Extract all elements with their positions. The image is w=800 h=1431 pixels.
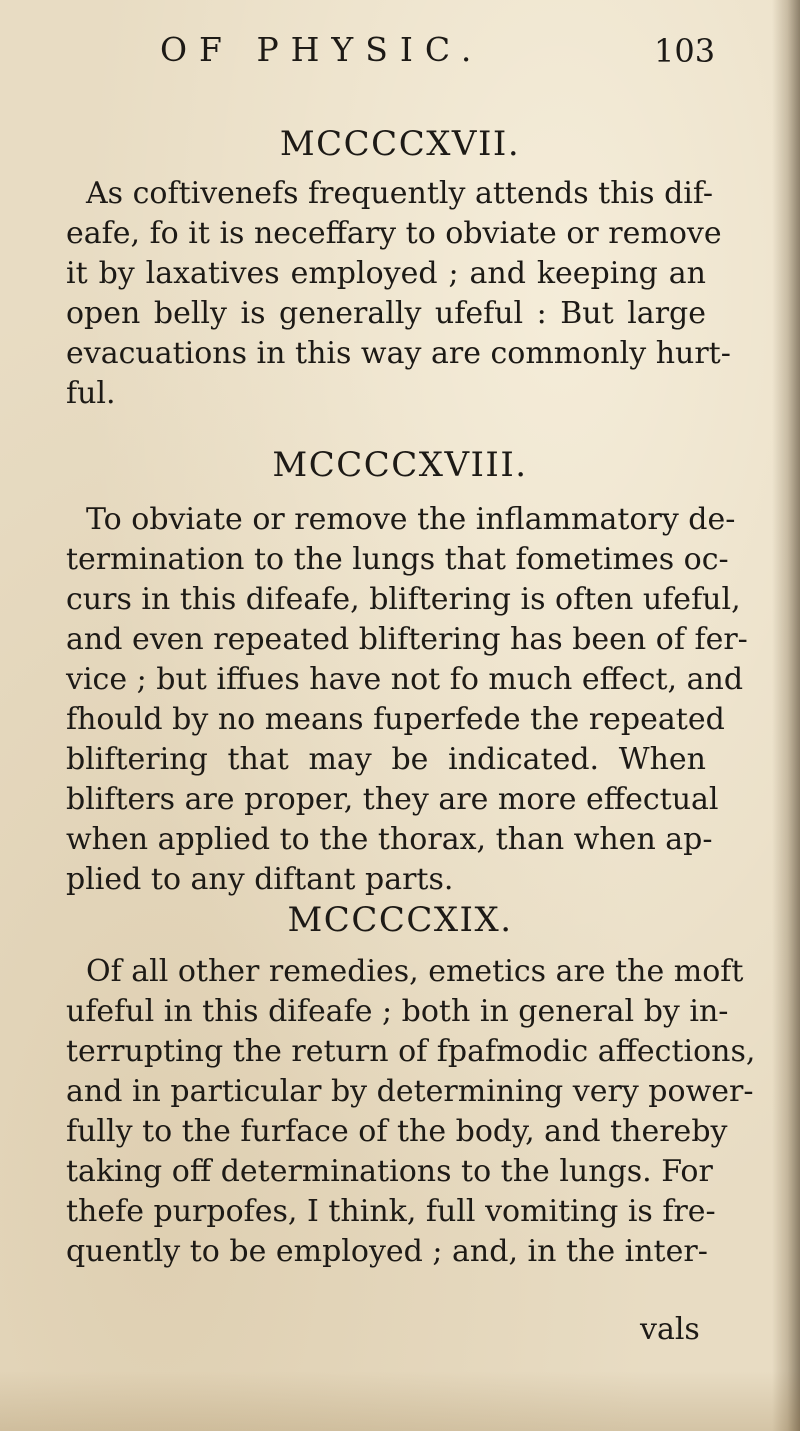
paragraph-line: bliftering that may be indicated. When: [66, 742, 706, 777]
paragraph-line: Of all other remedies, emetics are the moft: [86, 954, 744, 989]
paragraph-line: blifters are proper, they are more effectual: [66, 782, 719, 817]
section-heading-mccccxviii: MCCCCXVIII.: [272, 445, 528, 485]
paragraph-line: curs in this difeafe, bliftering is often ufeful,: [66, 582, 741, 617]
paragraph-line: ful.: [66, 376, 116, 411]
paragraph-line: vice ; but iffues have not fo much effect, and: [66, 662, 744, 697]
paragraph-line: and even repeated bliftering has been of fer-: [66, 622, 748, 657]
paragraph-line: it by laxatives employed ; and keeping an: [66, 256, 706, 291]
page-bottom-stain: [0, 1371, 800, 1431]
paragraph-line: terrupting the return of fpafmodic affections,: [66, 1034, 756, 1069]
paragraph-line: fully to the furface of the body, and thereby: [66, 1114, 728, 1149]
paragraph-line: taking off determinations to the lungs. For: [66, 1154, 713, 1189]
section-heading-mccccxvii: MCCCCXVII.: [279, 124, 521, 164]
running-head: [0, 28, 800, 78]
section-heading-mccccxix: MCCCCXIX.: [287, 900, 513, 940]
paragraph-line: To obviate or remove the inflammatory de-: [86, 502, 736, 537]
page-edge-shadow: [772, 0, 800, 1431]
page-number: 103: [654, 32, 716, 70]
paragraph-line: when applied to the thorax, than when ap-: [66, 822, 713, 857]
paragraph-line: ufeful in this difeafe ; both in general by in-: [66, 994, 729, 1029]
paragraph-line: evacuations in this way are commonly hurt-: [66, 336, 731, 371]
paragraph-line: quently to be employed ; and, in the inter-: [66, 1234, 708, 1269]
paragraph-line: and in particular by determining very power-: [66, 1074, 754, 1109]
paragraph-line: eafe, fo it is neceffary to obviate or remove: [66, 216, 722, 251]
paragraph-line: thefe purpofes, I think, full vomiting is fre-: [66, 1194, 716, 1229]
paragraph-line: plied to any diftant parts.: [66, 862, 454, 897]
paragraph-mccccxix: [66, 952, 756, 1272]
paragraph-line: termination to the lungs that fometimes oc-: [66, 542, 729, 577]
paragraph-line: As coftivenefs frequently attends this dif-: [86, 176, 714, 211]
running-title: OF PHYSIC.: [160, 30, 484, 69]
paragraph-line: open belly is generally ufeful : But large: [66, 296, 706, 331]
paragraph-mccccxvii: [66, 174, 731, 414]
paragraph-mccccxviii: [66, 500, 748, 900]
paragraph-line: fhould by no means fuperfede the repeated: [66, 702, 725, 737]
catchword: vals: [640, 1312, 700, 1347]
